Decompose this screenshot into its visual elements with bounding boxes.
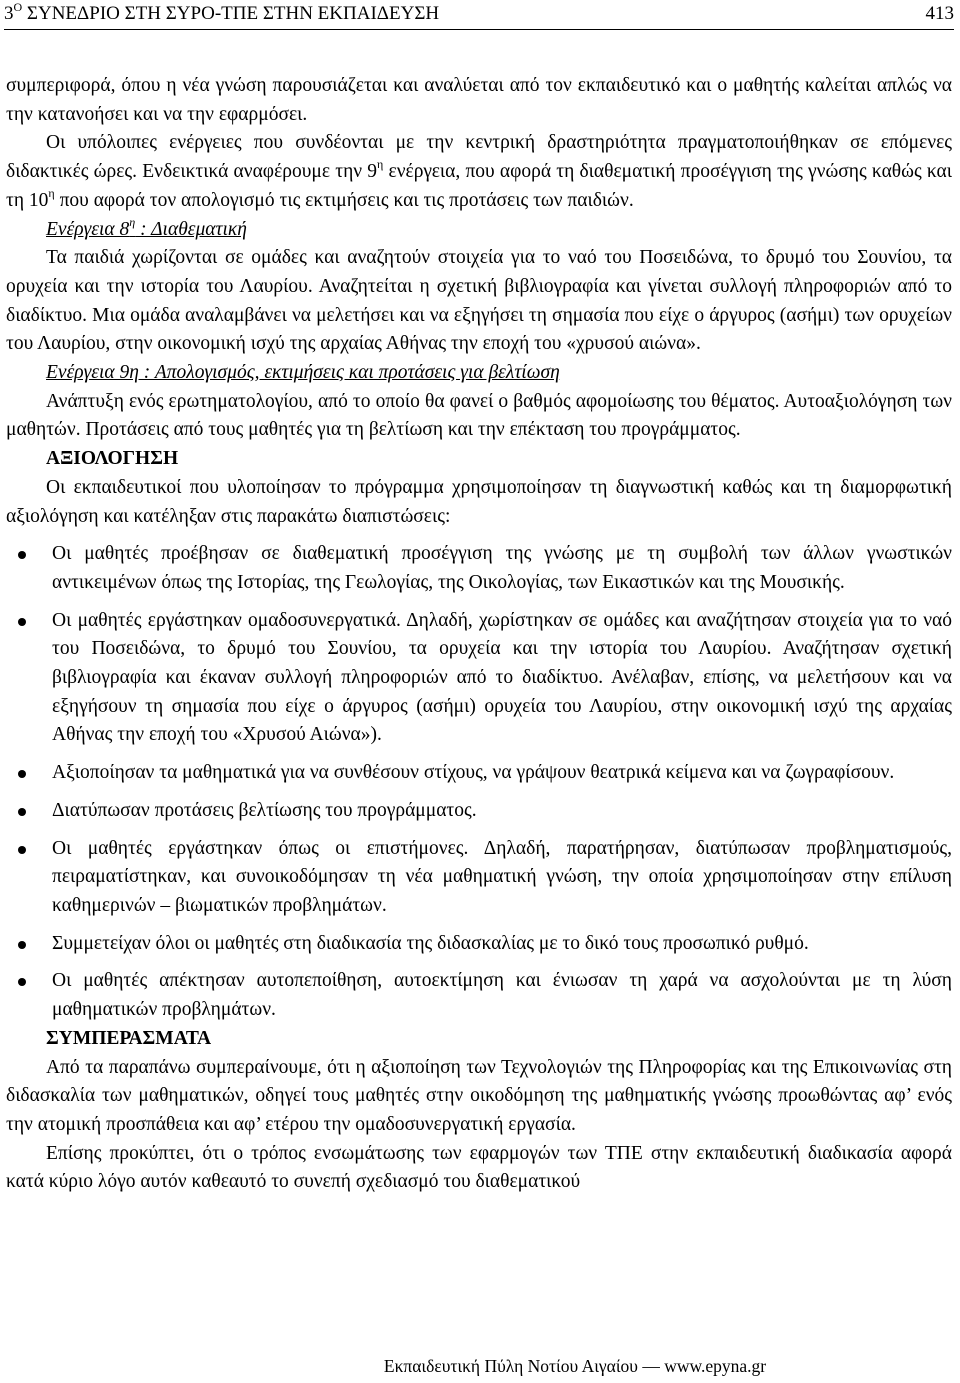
body-text [6, 72, 952, 1197]
conclusions-paragraph-2: Επίσης προκύπτει, ότι ο τρόπος ενσωμάτωσης των εφαρμογών των ΤΠΕ στην εκπαιδευτική διαδικασία αφορά κατά κύριο λόγο αυτόν καθεαυτό το συνεπή σχεδιασμό του διαθεματικού [6, 1142, 952, 1193]
activity-8-title: Ενέργεια $8^\eta$ : Διαθεματική [46, 214, 247, 240]
running-header [4, 2, 954, 30]
page-number: 413 [925, 3, 954, 24]
header-divider [4, 29, 954, 30]
list-item: Οι μαθητές εργάστηκαν ομαδοσυνεργατικά. Δηλαδή, χωρίστηκαν σε ομάδες και αναζήτησαν στοιχεία για το ναό του Ποσειδώνα, το δρυμό του Σουνίου, τα ορυχεία και την ιστορία του Λαυρίου. Αναζήτησαν σχετική βιβλιογραφία και έκαναν συλλογή πληροφοριών από το διαδίκτυο. Ανέλαβαν, επίσης, να μελετήσουν και να εξηγήσουν τη σημασία που είχε ο άργυρος (ασήμι) ορυχεία του Λαυρίου, στην οικονομική ισχύ της αρχαίας Αθήνας την εποχή του «Χρυσού Αιώνα»). [6, 607, 952, 751]
evaluation-findings-list [6, 540, 952, 1025]
list-item: Οι μαθητές εργάστηκαν όπως οι επιστήμονες. Δηλαδή, παρατήρησαν, διατύπωσαν προβληματισμούς, πειραματίστηκαν, και συνοικοδόμησαν τη νέα μαθηματική γνώση, την οποία χρησιμοποίησαν στην επίλυση καθημερινών – βιωματικών προβλημάτων. [6, 835, 952, 921]
list-item: Οι μαθητές απέκτησαν αυτοπεποίθηση, αυτοεκτίμηση και ένιωσαν τη χαρά να ασχολούνται με τη λύση μαθηματικών προβλημάτων. [6, 967, 952, 1024]
page-footer [0, 1355, 960, 1377]
conference-title: $3^O$ ΣΥΝΕΔΡΙΟ ΣΤΗ ΣΥΡΟ-ΤΠΕ ΣΤΗΝ ΕΚΠΑΙΔΕΥΣΗ [4, 0, 440, 24]
paragraph-activities: Οι υπόλοιπες ενέργειες που συνδέονται με την κεντρική δραστηριότητα πραγματοποιήθηκαν σε επόμενες διδακτικές ώρες. Ενδεικτικά αναφέρουμε την $9^\eta$ ενέργεια, που αφορά τη διαθεματική προσέγγιση της γνώσης καθώς και τη $10^\eta$ που αφορά τον απολογισμό τις εκτιμήσεις και τις προτάσεις των παιδιών. [6, 132, 952, 211]
conclusions-paragraph-1: Από τα παραπάνω συμπεραίνουμε, ότι η αξιοποίηση των Τεχνολογιών της Πληροφορίας και της Επικοινωνίας στη διδασκαλία των μαθηματικών, οδηγεί τους μαθητές στην οικοδόμηση της μαθηματικής γνώσης προωθώντας αφ’ ενός την ατομική προσπάθεια και αφ’ ετέρου την ομαδοσυνεργατική εργασία. [6, 1056, 952, 1135]
evaluation-intro: Οι εκπαιδευτικοί που υλοποίησαν το πρόγραμμα χρησιμοποίησαν τη διαγνωστική καθώς και τη διαμορφωτική αξιολόγηση και κατέληξαν στις παρακάτω διαπιστώσεις: [6, 476, 952, 527]
list-item: Αξιοποίησαν τα μαθηματικά για να συνθέσουν στίχους, να γράψουν θεατρικά κείμενα και να ζωγραφίσουν. [6, 759, 952, 788]
bullet-icon [18, 978, 26, 986]
bullet-icon [18, 551, 26, 559]
activity-9-text: Ανάπτυξη ενός ερωτηματολογίου, από το οποίο θα φανεί ο βαθμός αφομοίωσης του θέματος. Αυτοαξιολόγηση των μαθητών. Προτάσεις από τους μαθητές για τη βελτίωση και την επέκταση του προγράμματος. [6, 390, 952, 441]
bullet-icon [18, 618, 26, 626]
activity-9-title: Ενέργεια 9η : Απολογισμός, εκτιμήσεις και προτάσεις για βελτίωση [46, 362, 560, 384]
paragraph-intro: συμπεριφορά, όπου η νέα γνώση παρουσιάζεται και αναλύεται από τον εκπαιδευτικό και ο μαθητής καλείται απλώς να την κατανοήσει και να την εφαρμόσει. [6, 75, 952, 125]
bullet-icon [18, 846, 26, 854]
bullet-icon [18, 808, 26, 816]
bullet-icon [18, 941, 26, 949]
bullet-icon [18, 770, 26, 778]
footer-text: Εκπαιδευτική Πύλη Νοτίου Αιγαίου — www.epyna.gr [383, 1356, 767, 1376]
evaluation-heading: ΑΞΙΟΛΟΓΗΣΗ [46, 448, 179, 470]
conclusions-heading: ΣΥΜΠΕΡΑΣΜΑΤΑ [46, 1027, 212, 1049]
list-item: Οι μαθητές προέβησαν σε διαθεματική προσέγγιση της γνώσης με τη συμβολή των άλλων γνωστικών αντικειμένων όπως της Ιστορίας, της Γεωλογίας, της Οικολογίας, των Εικαστικών και της Μουσικής. [6, 540, 952, 597]
list-item: Συμμετείχαν όλοι οι μαθητές στη διαδικασία της διδασκαλίας με το δικό τους προσωπικό ρυθμό. [6, 930, 952, 959]
list-item: Διατύπωσαν προτάσεις βελτίωσης του προγράμματος. [6, 797, 952, 826]
activity-8-text: Τα παιδιά χωρίζονται σε ομάδες και αναζητούν στοιχεία για το ναό του Ποσειδώνα, το δρυμό του Σουνίου, τα ορυχεία και την ιστορία του Λαυρίου. Αναζητείται η σχετική βιβλιογραφία και γίνεται συλλογή πληροφοριών από το διαδίκτυο. Μια ομάδα αναλαμβάνει να μελετήσει και να εξηγήσει τη σημασία που είχε ο άργυρος (ασήμι) των ορυχείων του Λαυρίου, στην οικονομική ισχύ της αρχαίας Αθήνας την εποχή του «χρυσού αιώνα». [6, 247, 952, 355]
